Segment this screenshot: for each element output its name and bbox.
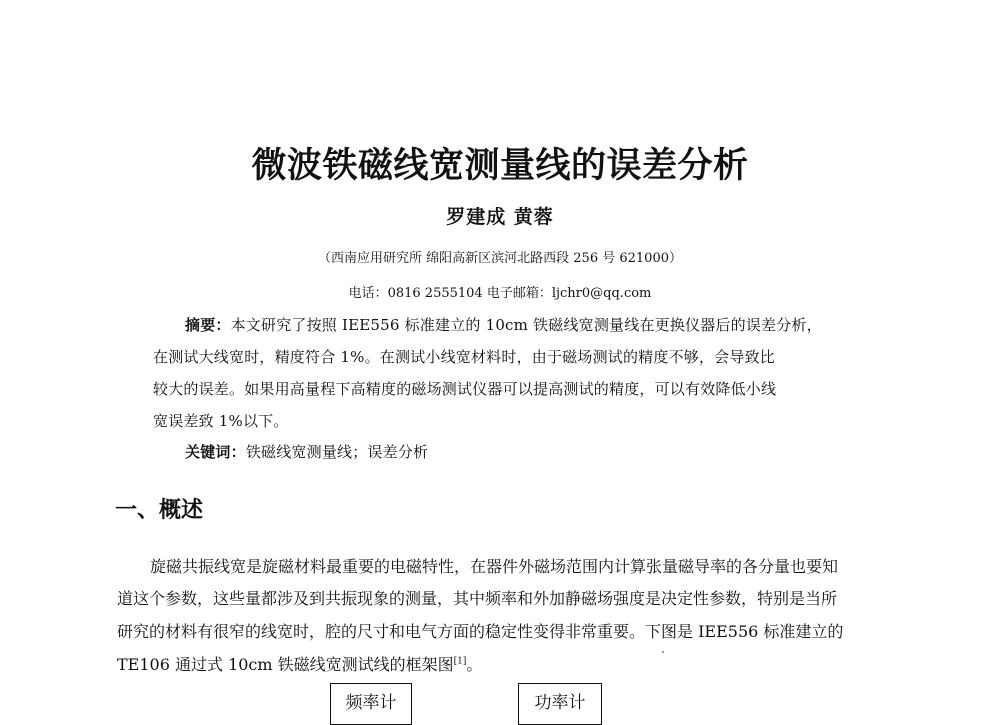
diagram-box-frequency-meter: 频率计: [330, 683, 412, 725]
body-paragraph-line: [117, 652, 482, 675]
keywords-text: 铁磁线宽测量线；误差分析: [245, 443, 429, 461]
section-heading: 一、概述: [115, 498, 204, 523]
body-text: TE106 通过式 10cm 铁磁线宽测试线的框架图: [117, 655, 454, 674]
paper-title: 微波铁磁线宽测量线的误差分析: [251, 146, 749, 186]
abstract-text: 本文研究了按照 IEE556 标准建立的 10cm 铁磁线宽测量线在更换仪器后的误差分析，: [230, 316, 822, 334]
abstract-line: 宽误差致 1%以下。: [153, 412, 289, 430]
body-paragraph-line: 旋磁共振线宽是旋磁材料最重要的电磁特性，在器件外磁场范围内计算张量磁导率的各分量也要知: [150, 557, 839, 576]
paper-authors: 罗建成 黄蓉: [446, 206, 554, 228]
abstract-line: 在测试大线宽时，精度符合 1%。在测试小线宽材料时，由于磁场测试的精度不够，会导致比: [153, 348, 775, 366]
abstract-line: [185, 314, 822, 335]
author-contact: 电话：0816 2555104 电子邮箱：ljchr0@qq.com: [348, 286, 652, 301]
body-end-punct: 。: [466, 655, 483, 674]
keywords-label: 关键词：: [185, 443, 246, 461]
abstract-line: 较大的误差。如果用高量程下高精度的磁场测试仪器可以提高测试的精度，可以有效降低小线: [153, 380, 777, 398]
body-paragraph-line: 研究的材料有很窄的线宽时，腔的尺寸和电气方面的稳定性变得非常重要。下图是 IEE556 标准建立的: [117, 622, 844, 641]
abstract-label: 摘要：: [185, 316, 231, 334]
keywords-line: [185, 441, 428, 462]
scan-speck: [662, 651, 664, 653]
author-affiliation: （西南应用研究所 绵阳高新区滨河北路西段 256 号 621000）: [318, 251, 682, 266]
diagram-box-power-meter: 功率计: [518, 683, 602, 725]
body-paragraph-line: 道这个参数，这些量都涉及到共振现象的测量，其中频率和外加静磁场强度是决定性参数，特别是当所: [117, 589, 838, 608]
reference-mark: [1]: [453, 656, 467, 667]
